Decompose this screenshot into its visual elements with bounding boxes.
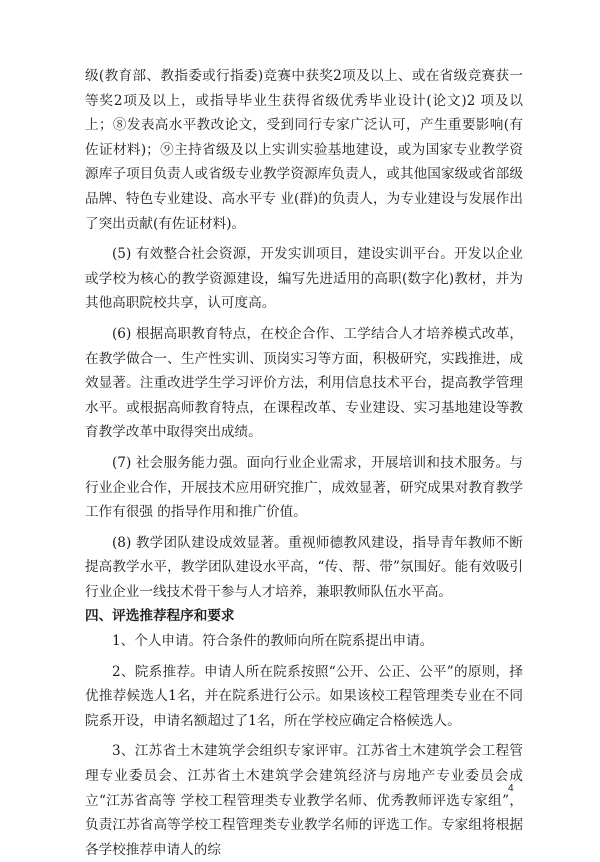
paragraph-step-1: 1、个人申请。符合条件的教师向所在院系提出申请。 [112, 633, 434, 650]
page-number: 4 [508, 783, 514, 794]
paragraph-item-6: (6) 根据高职教育特点，在校企合作、工学结合人才培养模式改革，在教学做合一、生产性实训、顶岗实习等方面，积极研究，实践推进，成效显著。注重改进学生学习评价方法，利用信息技术平台，提高教学管理水平。或根据高师教育特点，在课程改革、专业建设、实习基地建设等教育教学改革中取得突出成绩。 [85, 325, 523, 441]
paragraph-item-5: (5) 有效整合社会资源，开发实训项目，建设实训平台。开发以企业或学校为核心的教学资源建设，编写先进适用的高职(数字化)教材，并为其他高职院校共享，认可度高。 [85, 246, 523, 312]
paragraph-criteria-continued: 级(教育部、教指委或行指委)竞赛中获奖2项及以上、或在省级竞赛获一等奖2项及以上，或指导毕业生获得省级优秀毕业设计(论文)2 项及以上；⑧发表高水平教改论文，受到同行专家广泛认可，产生重要影响(有佐证材料)；⑨主持省级及以上实训实验基地建设，或为国家专业教学资源库子项目负责人或省级专业教学资源库负责人，或其他国家级或省部级品牌、特色专业建设、高水平专 业(群)的负责人，为专业建设与发展作出了突出贡献(有佐证材料)。 [85, 68, 523, 232]
paragraph-item-8: (8) 教学团队建设成效显著。重视师德教风建设，指导青年教师不断提高教学水平，教学团队建设水平高，“传、帮、带”氛围好。能有效吸引行业企业一线技术骨干参与人才培养，兼职教师队伍水平高。 [85, 534, 523, 600]
paragraph-step-3: 3、江苏省土木建筑学会组织专家评审。江苏省土木建筑学会工程管理专业委员会、江苏省土木建筑学会建筑经济与房地产专业委员会成立“江苏省高等 学校工程管理类专业教学名师、优秀教师评选专家组”，负责江苏省高等学校工程管理类专业教学名师的评选工作。专家组将根据各学校推荐申请人的综 [85, 743, 523, 858]
paragraph-item-7: (7) 社会服务能力强。面向行业企业需求，开展培训和技术服务。与行业企业合作，开展技术应用研究推广，成效显著，研究成果对教育教学工作有很强 的指导作用和推广价值。 [85, 454, 523, 521]
paragraph-step-2: 2、院系推荐。申请人所在院系按照“公开、公正、公平”的原则，择优推荐候选人1名，并在院系进行公示。如果该校工程管理类专业在不同院系开设，申请名额超过了1名，所在学校应确定合格候选人。 [85, 663, 523, 729]
section-heading-4: 四、评选推荐程序和要求 [85, 608, 235, 625]
document-body [85, 64, 523, 862]
